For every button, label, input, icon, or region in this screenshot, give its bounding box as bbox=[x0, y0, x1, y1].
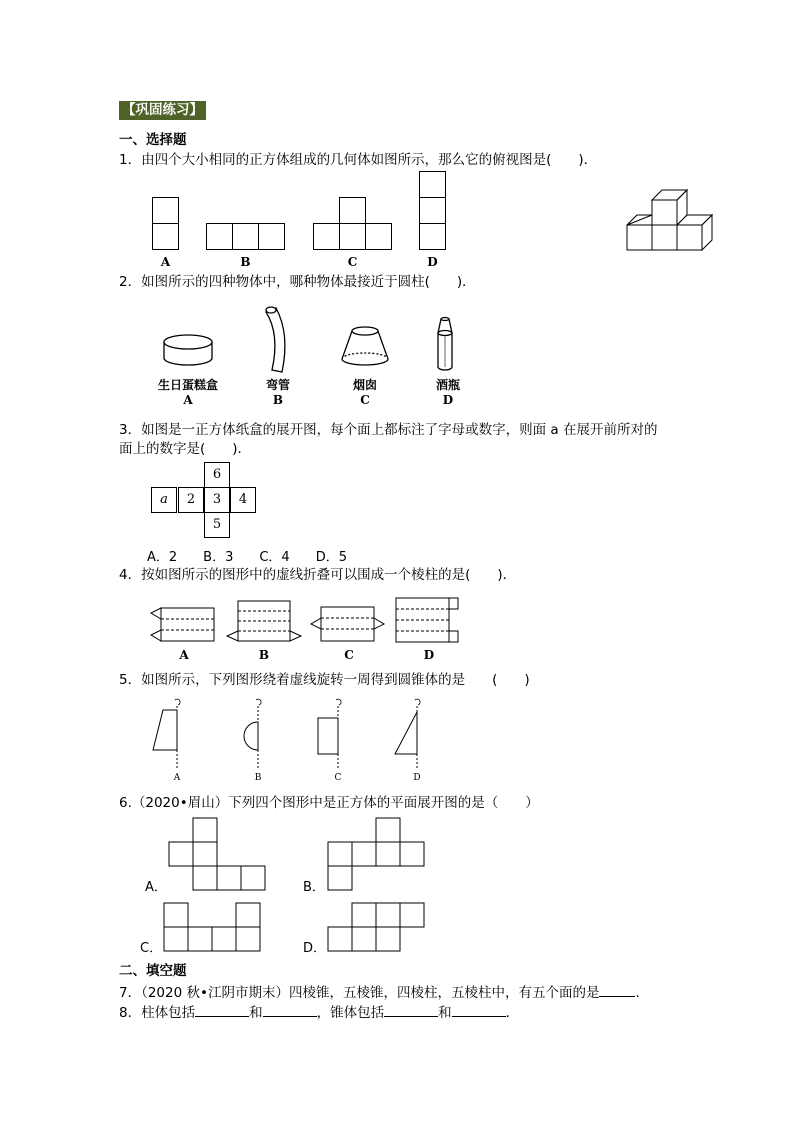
net-face-4: 4 bbox=[230, 487, 256, 513]
net-face-5: 5 bbox=[204, 512, 230, 538]
q4-label-a: A bbox=[179, 648, 189, 662]
q1-solid-figure bbox=[620, 183, 720, 253]
q8-part5: ． bbox=[505, 1005, 520, 1021]
section-tag: 【巩固练习】 bbox=[119, 101, 206, 120]
q2-label-a: A bbox=[183, 393, 193, 407]
question-4-text: 4．按如图所示的图形中的虚线折叠可以围成一个棱柱的是( )． bbox=[119, 567, 517, 583]
question-3-text-line2: 面上的数字是( )． bbox=[119, 441, 252, 457]
net-face-a: a bbox=[151, 487, 177, 513]
wine-bottle-icon bbox=[430, 313, 460, 373]
q4-prism-nets bbox=[145, 595, 475, 645]
q6-cube-nets bbox=[160, 815, 430, 955]
q1-label-a: A bbox=[160, 255, 171, 269]
q1-label-c: C bbox=[347, 255, 358, 269]
question-1-text: 1．由四个大小相同的正方体组成的几何体如图所示，那么它的俯视图是( )． bbox=[119, 152, 598, 168]
q8-blank-4[interactable] bbox=[452, 1002, 506, 1017]
net-face-3: 3 bbox=[204, 487, 230, 513]
q8-part3: ，锥体包括 bbox=[316, 1005, 385, 1021]
question-3-text-line1: 3．如图是一正方体纸盒的展开图，每个面上都标注了字母或数字，则面 a 在展开前所对的 bbox=[119, 422, 658, 438]
q8-blank-1[interactable] bbox=[195, 1002, 249, 1017]
q2-label-b: B bbox=[272, 393, 284, 407]
q6-label-d: D． bbox=[303, 941, 327, 956]
q2-label-c: C bbox=[360, 393, 370, 407]
bent-pipe-icon bbox=[262, 304, 298, 374]
q6-label-c: C． bbox=[140, 941, 163, 956]
question-6-text: 6.（2020•眉山）下列四个图形中是正方体的平面展开图的是（ ） bbox=[119, 795, 539, 811]
q4-label-b: B bbox=[258, 648, 270, 662]
chimney-icon bbox=[340, 325, 390, 370]
question-2-text: 2．如图所示的四种物体中，哪种物体最接近于圆柱( )． bbox=[119, 274, 476, 290]
q8-blank-3[interactable] bbox=[384, 1002, 438, 1017]
q2-caption-a: 生日蛋糕盒 bbox=[157, 378, 218, 392]
question-7-text: 7．（2020 秋•江阴市期末）四棱锥，五棱锥，四棱柱，五棱柱中，有五个面的是 bbox=[119, 985, 600, 1001]
q2-caption-d: 酒瓶 bbox=[435, 378, 460, 392]
q5-label-b: B bbox=[254, 773, 262, 783]
q1-label-d: D bbox=[427, 255, 438, 269]
net-face-2: 2 bbox=[178, 487, 204, 513]
section-heading-choice: 一、选择题 bbox=[119, 132, 187, 148]
q8-part4: 和 bbox=[438, 1005, 452, 1021]
q8-part1: 8．柱体包括 bbox=[119, 1005, 196, 1021]
q5-label-a: A bbox=[173, 773, 181, 783]
q1-label-b: B bbox=[240, 255, 251, 269]
q5-label-c: C bbox=[334, 773, 342, 783]
q5-label-d: D bbox=[413, 773, 421, 783]
section-heading-fill: 二、填空题 bbox=[119, 963, 187, 979]
q6-label-a: A． bbox=[145, 880, 167, 895]
q4-label-c: C bbox=[344, 648, 354, 662]
question-8 bbox=[119, 1002, 519, 1022]
q8-blank-2[interactable] bbox=[263, 1002, 317, 1017]
q8-part2: 和 bbox=[249, 1005, 263, 1021]
q7-end: . bbox=[635, 985, 640, 1001]
q6-label-b: B． bbox=[303, 880, 325, 895]
q7-answer-blank[interactable] bbox=[599, 982, 635, 997]
q2-caption-c: 烟囱 bbox=[352, 378, 377, 392]
q4-label-d: D bbox=[423, 648, 435, 662]
question-5-text: 5．如图所示，下列图形绕着虚线旋转一周得到圆锥体的是 ( ) bbox=[119, 672, 530, 688]
q2-caption-b: 弯管 bbox=[265, 378, 290, 392]
q5-rotation-figures bbox=[145, 698, 435, 773]
net-face-6: 6 bbox=[204, 462, 230, 488]
q2-label-d: D bbox=[442, 393, 454, 407]
question-7 bbox=[119, 982, 640, 1002]
cake-box-icon bbox=[160, 330, 216, 370]
q3-options: A．2 B．3 C．4 D．5 bbox=[147, 550, 347, 565]
